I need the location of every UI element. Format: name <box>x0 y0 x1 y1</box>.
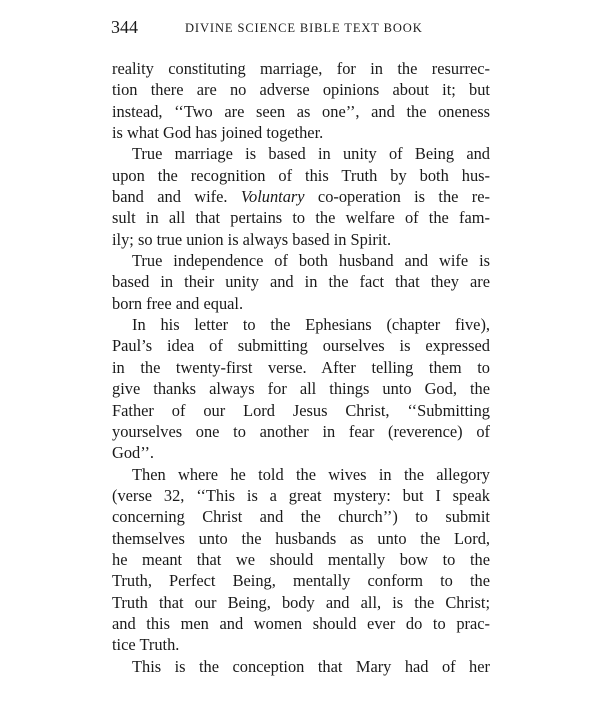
paragraph <box>112 143 490 250</box>
paragraph <box>112 464 490 656</box>
paragraph <box>112 656 490 677</box>
text-line: In his letter to the Ephesians (chapter five), <box>132 315 490 335</box>
text-line: instead, ‘‘Two are seen as one’’, and the oneness <box>112 101 490 121</box>
text-line: he meant that we should mentally bow to the <box>112 549 490 569</box>
text-line: concerning Christ and the church’’) to submit <box>112 507 490 527</box>
text-line: sult in all that pertains to the welfare of the fam- <box>112 208 490 228</box>
text-line: God’’. <box>112 443 155 463</box>
text-line: True marriage is based in unity of Being and <box>132 144 490 164</box>
text-line: Truth, Perfect Being, mentally conform to the <box>112 571 490 591</box>
text-line: themselves unto the husbands as unto the Lord, <box>112 528 490 548</box>
text-line: give thanks always for all things unto God, the <box>112 379 490 399</box>
text-line: born free and equal. <box>112 293 244 313</box>
running-title: DIVINE SCIENCE BIBLE TEXT BOOK <box>185 21 423 35</box>
paragraph <box>112 314 490 463</box>
text-line: Then where he told the wives in the allegory <box>132 464 490 484</box>
text-line: Paul’s idea of submitting ourselves is expressed <box>112 336 490 356</box>
paragraph <box>112 250 490 314</box>
text-line <box>112 186 490 207</box>
italic-text: Voluntary <box>240 187 305 207</box>
text-line: (verse 32, ‘‘This is a great mystery: but I speak <box>112 485 490 505</box>
text-line: tion there are no adverse opinions about it; but <box>112 80 490 100</box>
text-segment: co-operation is the re- <box>304 187 490 207</box>
text-line: tice Truth. <box>112 635 180 655</box>
text-line: based in their unity and in the fact that they are <box>112 272 490 292</box>
page-number: 344 <box>111 17 138 37</box>
text-line: and this men and women should ever do to prac- <box>112 613 490 633</box>
text-line: This is the conception that Mary had of her <box>132 656 490 676</box>
text-line: Father of our Lord Jesus Christ, ‘‘Submitting <box>112 400 490 420</box>
text-line: ily; so true union is always based in Spirit. <box>112 229 392 249</box>
text-line: upon the recognition of this Truth by both hus- <box>112 165 490 185</box>
text-line: Truth that our Being, body and all, is the Christ; <box>112 592 490 612</box>
text-line: yourselves one to another in fear (reverence) of <box>112 421 490 441</box>
text-segment: band and wife. <box>112 187 241 207</box>
text-line: is what God has joined together. <box>112 123 324 143</box>
text-line: True independence of both husband and wife is <box>132 251 490 271</box>
text-line: in the twenty-first verse. After telling them to <box>112 357 490 377</box>
paragraph <box>112 58 490 143</box>
body-text <box>112 58 490 677</box>
text-line: reality constituting marriage, for in the resurrec- <box>112 59 490 78</box>
